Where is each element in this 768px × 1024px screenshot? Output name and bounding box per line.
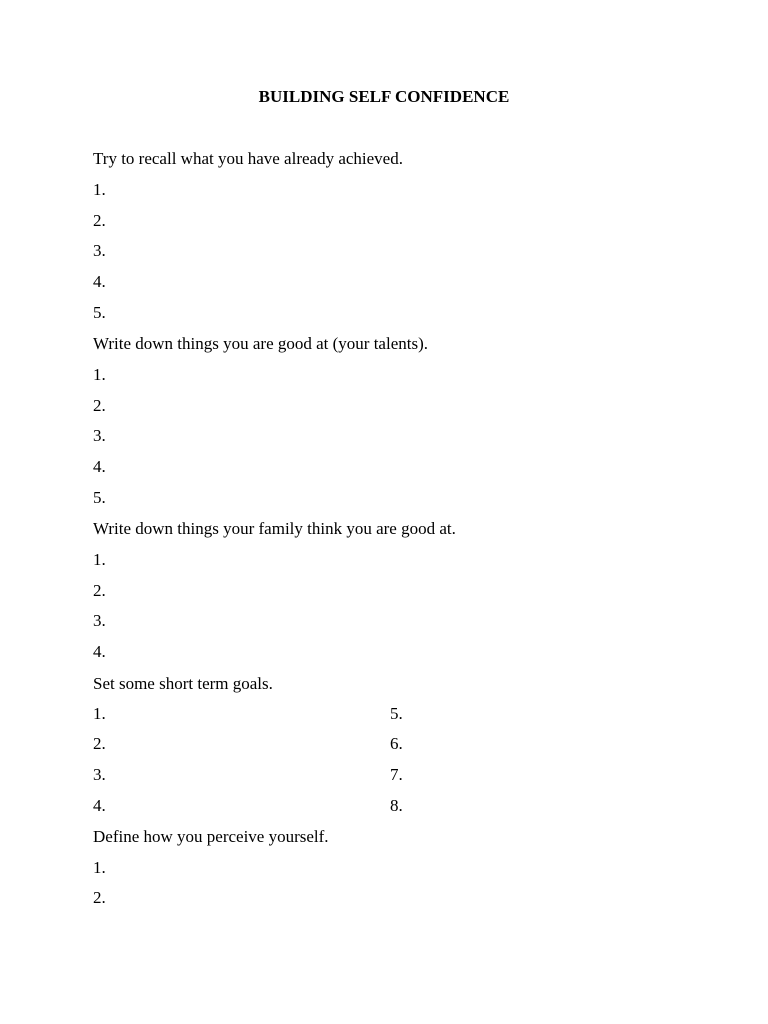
list-item: 1.: [93, 858, 106, 877]
list-item: 3.: [93, 611, 106, 630]
list-item: 2.: [93, 734, 106, 753]
list-item: 4.: [93, 642, 106, 661]
section-heading-perception: Define how you perceive yourself.: [93, 827, 329, 846]
list-item: 2.: [93, 888, 106, 907]
list-item: 2.: [93, 211, 106, 230]
list-item: 3.: [93, 426, 106, 445]
list-item: 8.: [390, 796, 403, 815]
list-item: 1.: [93, 550, 106, 569]
section-heading-family: Write down things your family think you are good at.: [93, 519, 456, 538]
section-heading-achievements: Try to recall what you have already achieved.: [93, 149, 403, 168]
section-heading-goals: Set some short term goals.: [93, 674, 273, 693]
list-item: 4.: [93, 796, 106, 815]
list-item: 2.: [93, 396, 106, 415]
list-item: 3.: [93, 241, 106, 260]
list-item: 4.: [93, 272, 106, 291]
list-item: 1.: [93, 180, 106, 199]
page-title: BUILDING SELF CONFIDENCE: [258, 87, 510, 106]
list-item: 4.: [93, 457, 106, 476]
list-item: 1.: [93, 704, 106, 723]
list-item: 2.: [93, 581, 106, 600]
list-item: 1.: [93, 365, 106, 384]
list-item: 5.: [93, 303, 106, 322]
list-item: 5.: [93, 488, 106, 507]
list-item: 5.: [390, 704, 403, 723]
list-item: 7.: [390, 765, 403, 784]
list-item: 3.: [93, 765, 106, 784]
list-item: 6.: [390, 734, 403, 753]
section-heading-talents: Write down things you are good at (your talents).: [93, 334, 428, 353]
